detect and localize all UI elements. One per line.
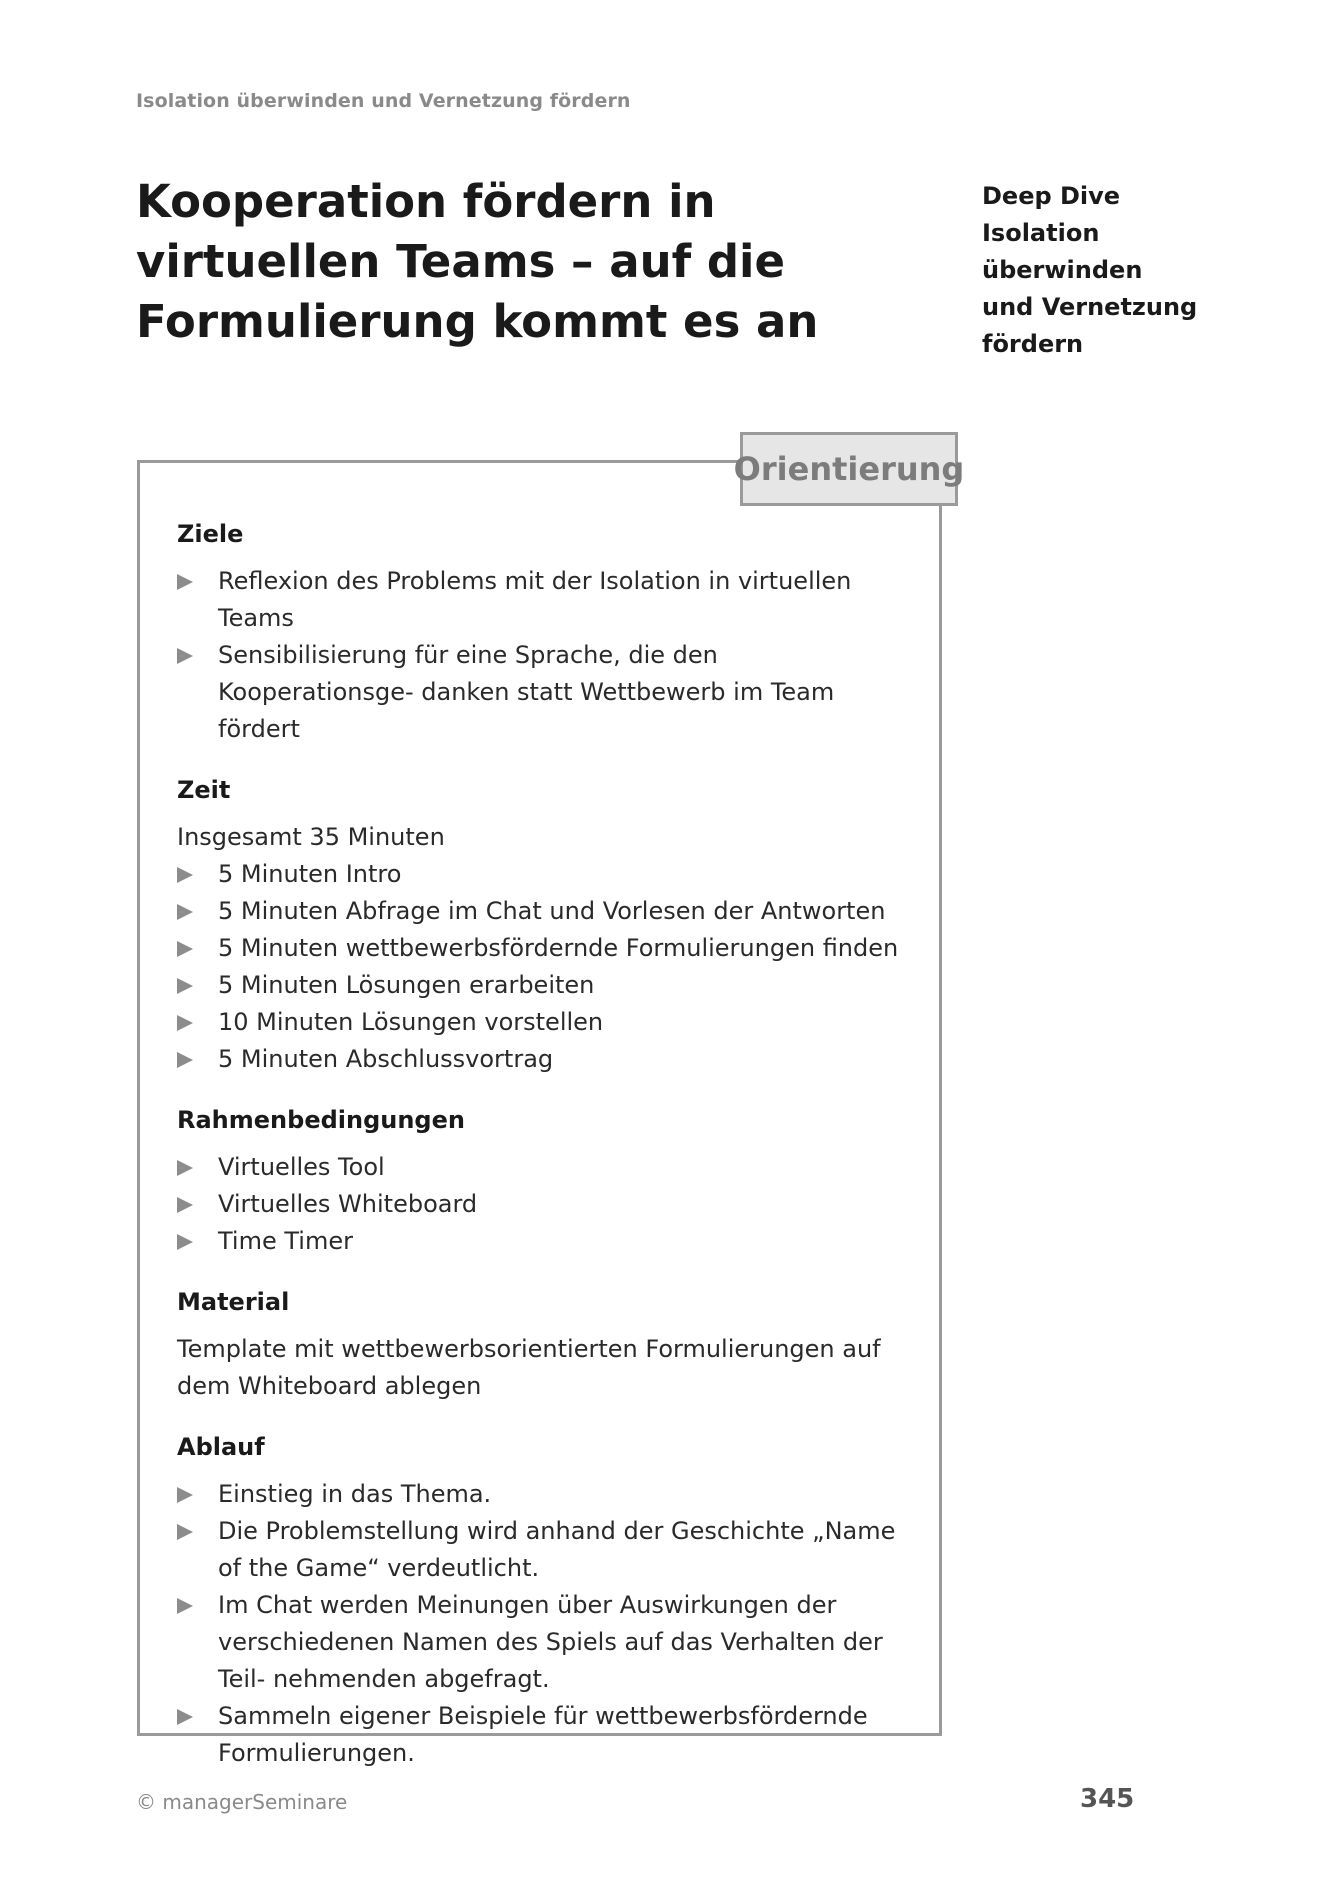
list-item (177, 1587, 917, 1698)
list-item-text: 5 Minuten wettbewerbsfördernde Formulierungen finden (218, 934, 899, 962)
list-item (177, 967, 917, 1004)
list-item (177, 1149, 917, 1186)
triangle-bullet-icon (177, 1524, 193, 1540)
triangle-bullet-icon (177, 1197, 193, 1213)
triangle-bullet-icon (177, 1052, 193, 1068)
section-material (177, 1284, 917, 1405)
list-item (177, 1041, 917, 1078)
list-item (177, 1223, 917, 1260)
list-item-text: 5 Minuten Intro (218, 860, 402, 888)
triangle-bullet-icon (177, 941, 193, 957)
triangle-bullet-icon (177, 1234, 193, 1250)
running-head: Isolation überwinden und Vernetzung fördern (136, 90, 631, 112)
list-item (177, 637, 917, 748)
list-item-text: 5 Minuten Abfrage im Chat und Vorlesen der Antworten (218, 897, 886, 925)
list-item (177, 893, 917, 930)
box-content (177, 516, 917, 1796)
page-number: 345 (1080, 1784, 1135, 1814)
list-item-text: Reflexion des Problems mit der Isolation in virtuellen Teams (218, 567, 852, 632)
section-title: Rahmenbedingungen (177, 1106, 465, 1134)
triangle-bullet-icon (177, 574, 193, 590)
section-rahmenbedingungen (177, 1102, 917, 1260)
list-item-text: Sensibilisierung für eine Sprache, die den Kooperationsge- danken statt Wettbewerb im Team fördert (218, 641, 835, 743)
triangle-bullet-icon (177, 904, 193, 920)
section-title: Material (177, 1288, 290, 1316)
triangle-bullet-icon (177, 1709, 193, 1725)
triangle-bullet-icon (177, 1015, 193, 1031)
margin-note-line: Deep Dive (982, 182, 1121, 210)
list-item (177, 1513, 917, 1587)
bullet-list (177, 563, 917, 748)
triangle-bullet-icon (177, 1598, 193, 1614)
list-item-text: 10 Minuten Lösungen vorstellen (218, 1008, 604, 1036)
bullet-list (177, 1149, 917, 1260)
triangle-bullet-icon (177, 648, 193, 664)
margin-note (982, 178, 1222, 363)
margin-note-line: und Vernetzung (982, 293, 1198, 321)
section-ziele (177, 516, 917, 748)
list-item (177, 1698, 917, 1772)
section-text: Insgesamt 35 Minuten (177, 823, 445, 851)
margin-note-line: überwinden (982, 256, 1143, 284)
list-item (177, 930, 917, 967)
list-item (177, 856, 917, 893)
list-item-text: 5 Minuten Abschlussvortrag (218, 1045, 554, 1073)
list-item-text: Time Timer (218, 1227, 353, 1255)
list-item (177, 1186, 917, 1223)
section-title: Ablauf (177, 1433, 265, 1461)
triangle-bullet-icon (177, 978, 193, 994)
copyright-notice: © managerSeminare (136, 1790, 348, 1814)
list-item (177, 563, 917, 637)
list-item-text: Virtuelles Tool (218, 1153, 385, 1181)
list-item (177, 1476, 917, 1513)
list-item-text: 5 Minuten Lösungen erarbeiten (218, 971, 595, 999)
list-item-text: Einstieg in das Thema. (218, 1480, 492, 1508)
list-item-text: Sammeln eigener Beispiele für wettbewerbsfördernde Formulierungen. (218, 1702, 868, 1767)
list-item-text: Im Chat werden Meinungen über Auswirkungen der verschiedenen Namen des Spiels auf das Verhalten der Teil- nehmenden abgefragt. (218, 1591, 883, 1693)
list-item (177, 1004, 917, 1041)
bullet-list (177, 1476, 917, 1772)
section-ablauf (177, 1429, 917, 1772)
page-title: Kooperation fördern in virtuellen Teams – auf die Formulierung kommt es an (136, 175, 819, 348)
margin-note-line: fördern (982, 330, 1084, 358)
list-item-text: Die Problemstellung wird anhand der Geschichte „Name of the Game“ verdeutlicht. (218, 1517, 896, 1582)
triangle-bullet-icon (177, 1487, 193, 1503)
margin-note-line: Isolation (982, 219, 1100, 247)
orientation-tag: Orientierung (740, 432, 958, 506)
triangle-bullet-icon (177, 867, 193, 883)
section-title: Ziele (177, 520, 244, 548)
section-zeit (177, 772, 917, 1078)
list-item-text: Virtuelles Whiteboard (218, 1190, 478, 1218)
bullet-list (177, 856, 917, 1078)
triangle-bullet-icon (177, 1160, 193, 1176)
section-text: Template mit wettbewerbsorientierten Formulierungen auf dem Whiteboard ablegen (177, 1335, 881, 1400)
section-title: Zeit (177, 776, 231, 804)
